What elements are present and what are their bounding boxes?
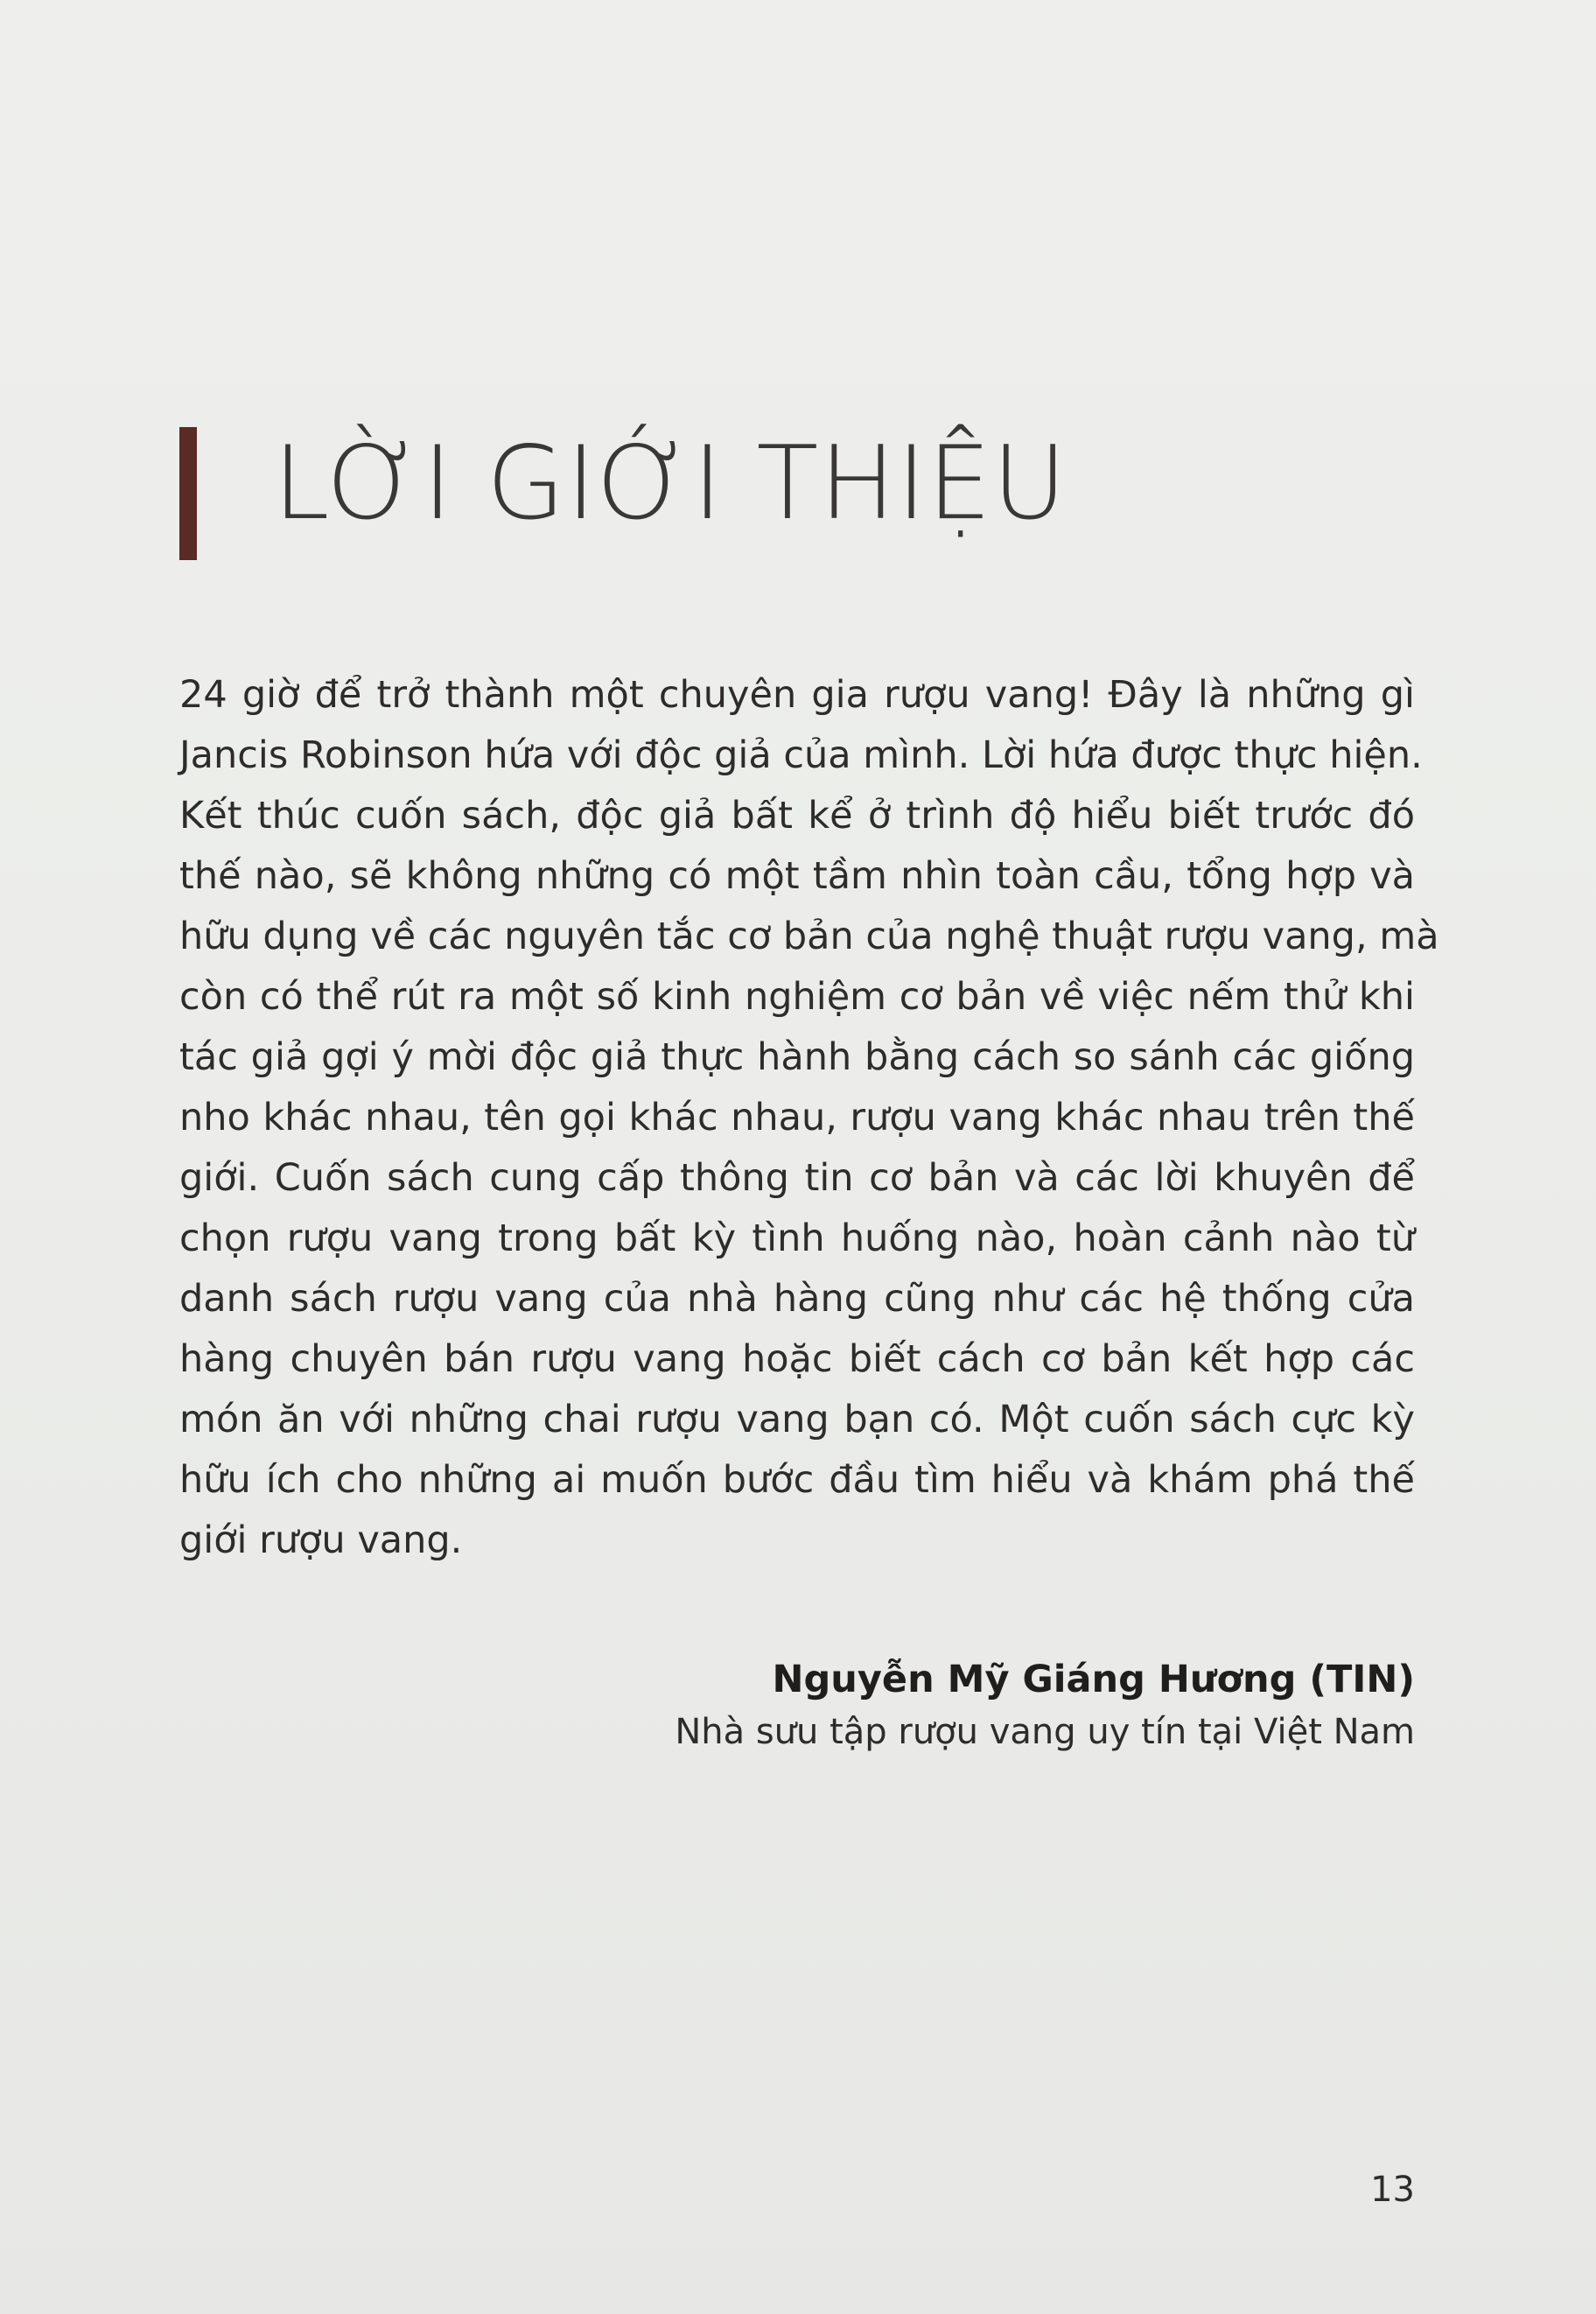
page-title: LỜI GIỚI THIỆU	[273, 424, 1068, 543]
body-line: chọn rượu vang trong bất kỳ tình huống nào, hoàn cảnh nào từ	[179, 1217, 1415, 1260]
body-line: Jancis Robinson hứa với độc giả của mình. Lời hứa được thực hiện.	[179, 733, 1423, 777]
body-paragraph	[179, 665, 1439, 1571]
body-line: tác giả gợi ý mời độc giả thực hành bằng cách so sánh các giống	[179, 1035, 1415, 1079]
body-line: nho khác nhau, tên gọi khác nhau, rượu vang khác nhau trên thế	[179, 1096, 1415, 1139]
body-line: thế nào, sẽ không những có một tầm nhìn toàn cầu, tổng hợp và	[179, 854, 1415, 898]
body-line: danh sách rượu vang của nhà hàng cũng như các hệ thống cửa	[179, 1277, 1415, 1321]
signature-block	[675, 1652, 1415, 1757]
signature-name: Nguyễn Mỹ Giáng Hương (TIN)	[772, 1658, 1415, 1701]
body-line: hữu dụng về các nguyên tắc cơ bản của nghệ thuật rượu vang, mà	[179, 915, 1439, 958]
body-line: giới. Cuốn sách cung cấp thông tin cơ bản và các lời khuyên để	[179, 1156, 1415, 1200]
body-line: hữu ích cho những ai muốn bước đầu tìm hiểu và khám phá thế	[179, 1458, 1415, 1502]
page-number: 13	[1370, 2170, 1415, 2210]
body-line: hàng chuyên bán rượu vang hoặc biết cách cơ bản kết hợp các	[179, 1337, 1415, 1381]
body-line-last: giới rượu vang.	[179, 1518, 463, 1562]
body-line: món ăn với những chai rượu vang bạn có. Một cuốn sách cực kỳ	[179, 1398, 1415, 1441]
signature-role: Nhà sưu tập rượu vang uy tín tại Việt Nam	[675, 1712, 1415, 1752]
body-line: 24 giờ để trở thành một chuyên gia rượu vang! Đây là những gì	[179, 673, 1415, 717]
body-line: còn có thể rút ra một số kinh nghiệm cơ bản về việc nếm thử khi	[179, 975, 1415, 1019]
body-line: Kết thúc cuốn sách, độc giả bất kể ở trình độ hiểu biết trước đó	[179, 794, 1415, 838]
title-accent-bar	[179, 427, 197, 560]
